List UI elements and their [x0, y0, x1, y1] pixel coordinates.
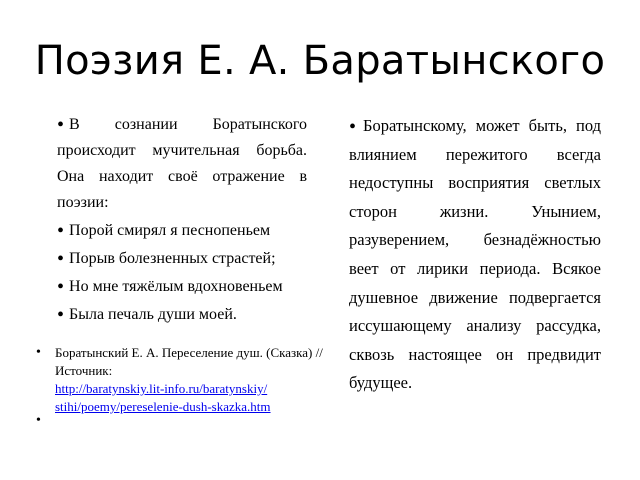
- bullet-icon: •: [57, 276, 65, 298]
- source-item: [36, 344, 326, 416]
- right-column: [349, 112, 601, 398]
- list-item: [57, 112, 307, 216]
- bullet-icon: •: [349, 116, 357, 138]
- left-column: [57, 112, 307, 330]
- right-column-text: Боратынскому, может быть, под влиянием пережитого всегда недоступны восприятия светлых сторон жизни. Унынием, разуверением, безнадёжностью веет от лирики периода. Всякое душевное движение подвергается иссушающему анализу рассудка, сквозь настоящее он предвидит будущее.: [349, 116, 601, 393]
- bullet-icon: •: [36, 413, 41, 428]
- source-note: [36, 344, 326, 416]
- slide-title: Поэзия Е. А. Баратынского: [34, 38, 606, 84]
- list-item: [57, 218, 307, 244]
- source-link-line-2: stihi/poemy/pereselenie-dush-skazka.htm: [55, 399, 271, 414]
- empty-list-item: [36, 412, 41, 430]
- list-item-text: В сознании Боратынского происходит мучительная борьба. Она находит своё отражение в поэзии:: [57, 116, 307, 211]
- list-item: [57, 274, 307, 300]
- source-link-line-1: http://baratynskiy.lit-info.ru/baratynskiy/: [55, 381, 268, 396]
- source-text: Боратынский Е. А. Переселение душ. (Сказка) // Источник:: [55, 345, 323, 378]
- list-item-text: Порыв болезненных страстей;: [69, 250, 276, 267]
- bullet-icon: •: [36, 345, 41, 360]
- list-item-text: Порой смирял я песнопеньем: [69, 222, 271, 239]
- source-link[interactable]: [55, 381, 271, 414]
- list-item-text: Но мне тяжёлым вдохновеньем: [69, 278, 283, 295]
- list-item-text: Была печаль души моей.: [69, 306, 237, 323]
- bullet-icon: •: [57, 114, 65, 136]
- list-item: [57, 302, 307, 328]
- bullet-icon: •: [57, 220, 65, 242]
- list-item: [57, 246, 307, 272]
- bullet-icon: •: [57, 304, 65, 326]
- bullet-icon: •: [57, 248, 65, 270]
